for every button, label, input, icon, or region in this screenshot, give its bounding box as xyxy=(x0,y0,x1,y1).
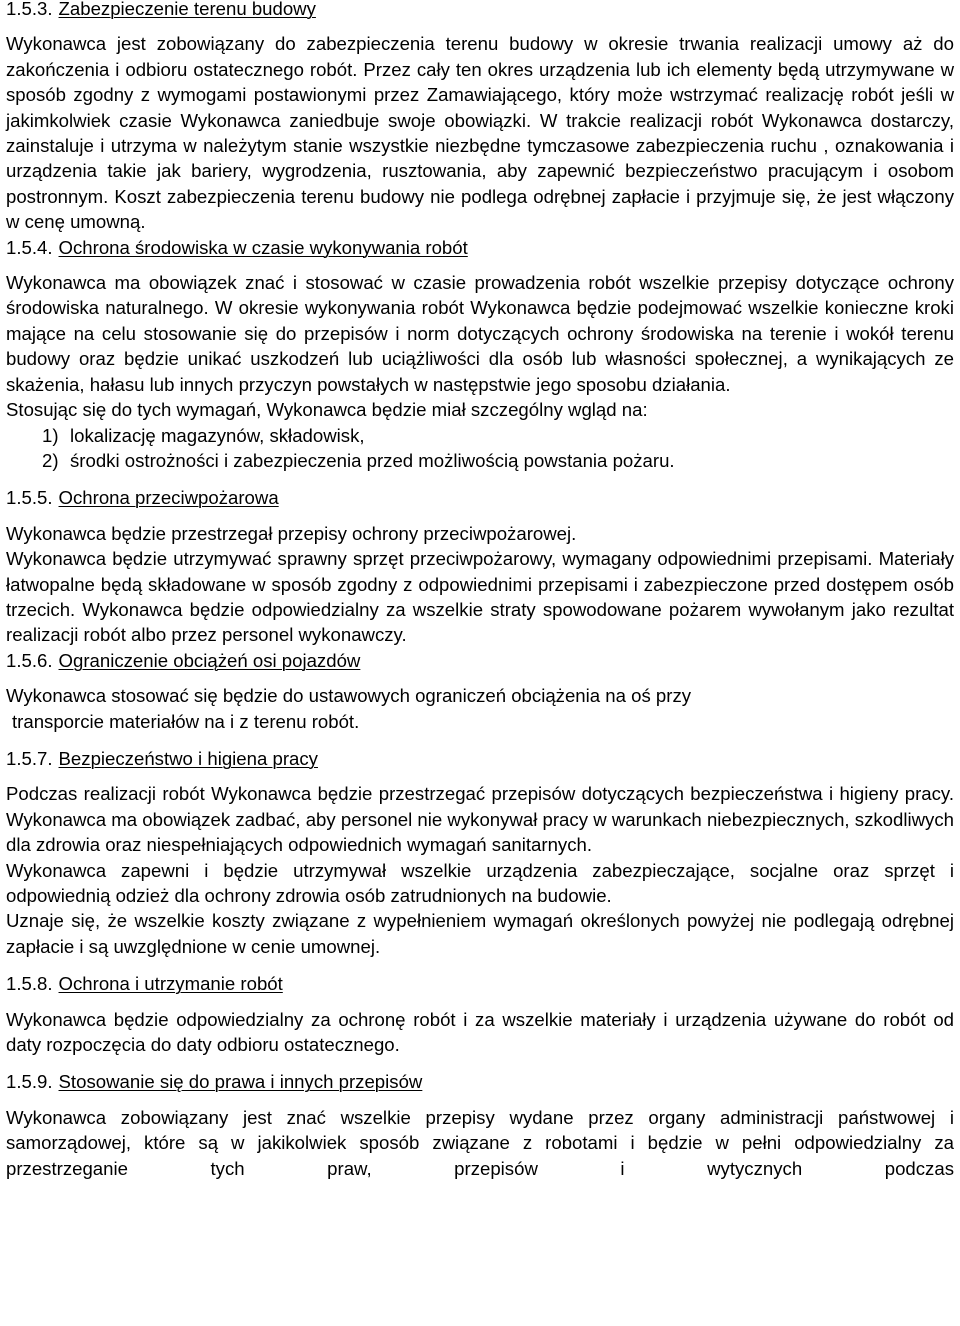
section-title: Zabezpieczenie terenu budowy xyxy=(58,0,316,19)
list-marker: 2) xyxy=(42,449,59,471)
section-number: 1.5.4. xyxy=(6,236,53,258)
section-paragraph: Wykonawca ma obowiązek znać i stosować w czasie prowadzenia robót wszelkie przepisy dotyczące ochrony środowiska naturalnego. W okresie wykonywania robót Wykonawca będzie podejmować wszelkie konieczne kroki mające na celu stosowanie się do przepisów i norm dotyczących ochrony środowiska na terenie i wokół terenu budowy oraz będzie unikać uszkodzeń lub uciążliwości dla osób lub własności społecznej, a wynikających ze skażenia, hałasu lub innych przyczyn powstałych w następstwie jego sposobu działania. xyxy=(6,272,954,395)
section-paragraph: Wykonawca będzie odpowiedzialny za ochronę robót i za wszelkie materiały i urządzenia używane do robót od daty rozpoczęcia do daty odbioru ostatecznego. xyxy=(6,1008,954,1056)
list-item xyxy=(42,423,954,448)
section-number: 1.5.6. xyxy=(6,649,53,671)
section-1-5-5 xyxy=(6,485,954,647)
section-paragraph: Wykonawca zapewni i będzie utrzymywał wszelkie urządzenia zabezpieczające, socjalne oraz sprzęt i odpowiednią odzież dla ochrony zdrowia osób zatrudnionych na budowie. xyxy=(6,859,954,906)
section-1-5-6 xyxy=(6,648,954,734)
section-heading xyxy=(6,1069,954,1094)
section-heading xyxy=(6,485,954,510)
section-1-5-9 xyxy=(6,1069,954,1181)
list-item-text: lokalizację magazynów, składowisk, xyxy=(70,424,365,446)
section-1-5-4 xyxy=(6,235,954,474)
list-marker: 1) xyxy=(42,424,59,446)
section-title: Stosowanie się do prawa i innych przepisów xyxy=(58,1071,423,1093)
section-title: Ochrona środowiska w czasie wykonywania robót xyxy=(58,236,468,258)
section-paragraph-line: Wykonawca stosować się będzie do ustawowych ograniczeń obciążenia na oś przy xyxy=(6,685,692,707)
section-number: 1.5.9. xyxy=(6,1071,53,1093)
section-heading xyxy=(6,971,954,996)
section-heading xyxy=(6,235,954,260)
section-paragraph: Wykonawca jest zobowiązany do zabezpieczenia terenu budowy w okresie trwania realizacji umowy aż do zakończenia i odbioru ostatecznego robót. Przez cały ten okres urządzenia lub ich elementy będą utrzymywane w sposób zgodny z wymogami postawionymi przez Zamawiającego, który może wstrzymać realizację robót jeśli w jakimkolwiek czasie Wykonawca zaniedbuje swoje obowiązki. W trakcie realizacji robót Wykonawca dostarczy, zainstaluje i utrzyma w należytym stanie wszystkie niezbędne tymczasowe zabezpieczenia ruchu , oznakowania i urządzenia takie jak bariery, wygrodzenia, rusztowania, aby zapewnić bezpieczeństwo pracującym i osobom postronnym. Koszt zabezpieczenia terenu budowy nie podlega odrębnej zapłacie i przyjmuje się, że jest włączony w cenę umowną. xyxy=(6,33,954,233)
section-number: 1.5.3. xyxy=(6,0,53,19)
section-title: Bezpieczeństwo i higiena pracy xyxy=(58,747,318,769)
section-paragraph: Wykonawca zobowiązany jest znać wszelkie przepisy wydane przez organy administracji państwowej i samorządowej, które są w jakikolwiek sposób związane z robotami i będzie w pełni odpowiedzialny za przestrzeganie tych praw, przepisów i wytycznych podczas xyxy=(6,1106,954,1179)
section-number: 1.5.5. xyxy=(6,487,53,509)
list-item xyxy=(42,448,954,473)
section-heading xyxy=(6,648,954,673)
list-item-text: środki ostrożności i zabezpieczenia przed możliwością powstania pożaru. xyxy=(70,449,675,471)
section-1-5-8 xyxy=(6,971,954,1057)
requirements-list xyxy=(6,423,954,474)
section-heading xyxy=(6,746,954,771)
section-paragraph: Podczas realizacji robót Wykonawca będzie przestrzegać przepisów dotyczących bezpieczeństwa i higieny pracy. Wykonawca ma obowiązek zadbać, aby personel nie wykonywał pracy w warunkach niebezpiecznych, szkodliwych dla zdrowia oraz niespełniających odpowiednich wymagań sanitarnych. xyxy=(6,783,954,856)
section-title: Ochrona i utrzymanie robót xyxy=(58,973,283,995)
section-title: Ograniczenie obciążeń osi pojazdów xyxy=(58,649,361,671)
section-paragraph: Uznaje się, że wszelkie koszty związane z wypełnieniem wymagań określonych powyżej nie podlegają odrębnej zapłacie i są uwzględnione w cenie umownej. xyxy=(6,910,954,957)
section-paragraph: Wykonawca będzie utrzymywać sprawny sprzęt przeciwpożarowy, wymagany odpowiednimi przepisami. Materiały łatwopalne będą składowane w sposób zgodny z odpowiednimi przepisami i zabezpieczone przed dostępem osób trzecich. Wykonawca będzie odpowiedzialny za wszelkie straty spowodowane pożarem wywołanym jako rezultat realizacji robót albo przez personel wykonawczy. xyxy=(6,548,954,646)
section-title: Ochrona przeciwpożarowa xyxy=(58,487,279,509)
requirements-intro: Stosując się do tych wymagań, Wykonawca będzie miał szczególny wgląd na: xyxy=(6,399,648,421)
section-1-5-7 xyxy=(6,746,954,959)
section-paragraph-line: transporcie materiałów na i z terenu robót. xyxy=(12,710,360,732)
section-number: 1.5.7. xyxy=(6,747,53,769)
section-paragraph: Wykonawca będzie przestrzegał przepisy ochrony przeciwpożarowej. xyxy=(6,522,577,544)
section-1-5-3 xyxy=(6,0,954,235)
section-number: 1.5.8. xyxy=(6,973,53,995)
section-heading xyxy=(6,0,954,21)
